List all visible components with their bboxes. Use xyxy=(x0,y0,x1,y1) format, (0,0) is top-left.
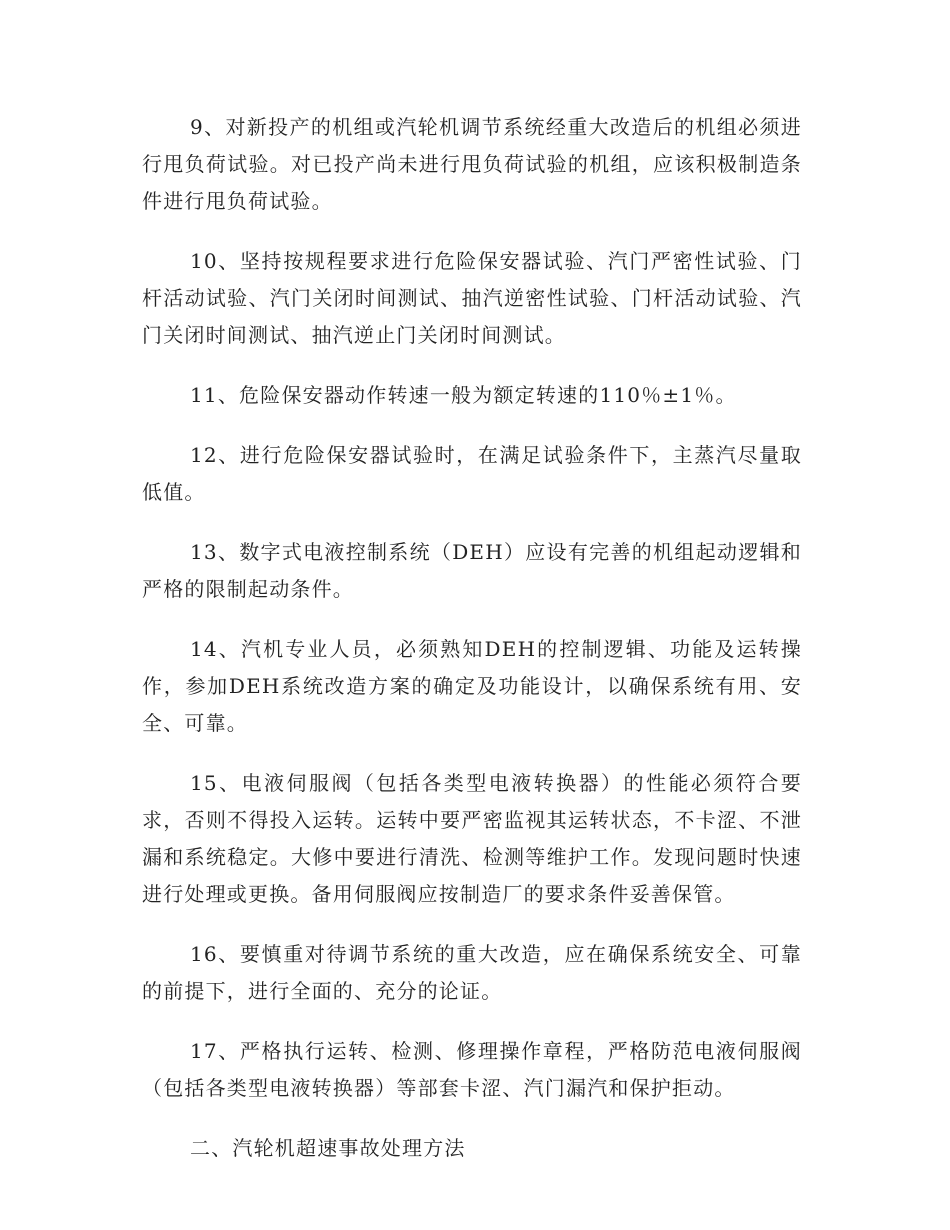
paragraph-item-16: 16、要慎重对待调节系统的重大改造，应在确保系统安全、可靠的前提下，进行全面的、充分的论证。 xyxy=(142,942,802,1003)
paragraph-item-10: 10、坚持按规程要求进行危险保安器试验、汽门严密性试验、门杆活动试验、汽门关闭时间测试、抽汽逆密性试验、门杆活动试验、汽门关闭时间测试、抽汽逆止门关闭时间测试。 xyxy=(142,249,802,347)
paragraph-item-11: 11、危险保安器动作转速一般为额定转速的110％±1％。 xyxy=(190,383,737,407)
paragraph-item-14: 14、汽机专业人员，必须熟知DEH的控制逻辑、功能及运转操作，参加DEH系统改造方案的确定及功能设计，以确保系统有用、安全、可靠。 xyxy=(142,637,802,735)
document-body xyxy=(142,109,802,1167)
paragraph-item-17: 17、严格执行运转、检测、修理操作章程，严格防范电液伺服阀（包括各类型电液转换器）等部套卡涩、汽门漏汽和保护拒动。 xyxy=(142,1039,802,1100)
paragraph-item-12: 12、进行危险保安器试验时，在满足试验条件下，主蒸汽尽量取低值。 xyxy=(142,443,802,504)
paragraph-item-15: 15、电液伺服阀（包括各类型电液转换器）的性能必须符合要求，否则不得投入运转。运转中要严密监视其运转状态，不卡涩、不泄漏和系统稳定。大修中要进行清洗、检测等维护工作。发现问题时快速进行处理或更换。备用伺服阀应按制造厂的要求条件妥善保管。 xyxy=(142,771,802,906)
section-heading: 二、汽轮机超速事故处理方法 xyxy=(190,1136,466,1160)
paragraph-item-9: 9、对新投产的机组或汽轮机调节系统经重大改造后的机组必须进行甩负荷试验。对已投产尚未进行甩负荷试验的机组，应该积极制造条件进行甩负荷试验。 xyxy=(142,115,802,213)
paragraph-item-13: 13、数字式电液控制系统（DEH）应设有完善的机组起动逻辑和严格的限制起动条件。 xyxy=(142,540,802,601)
